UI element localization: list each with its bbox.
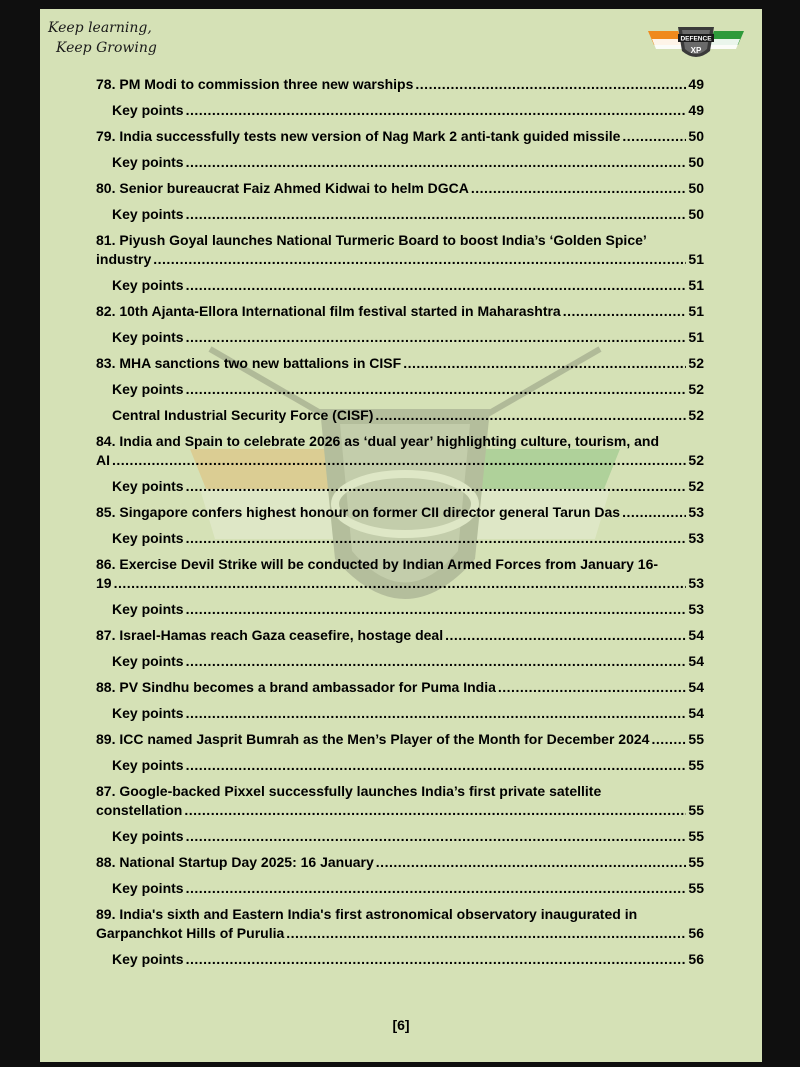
toc-subentry[interactable] <box>96 600 704 619</box>
toc-entry[interactable] <box>96 782 704 820</box>
dot-leader <box>286 924 686 943</box>
toc-page-number: 51 <box>688 329 704 345</box>
dot-leader <box>186 101 687 120</box>
dot-leader <box>622 503 686 522</box>
toc-entry-row <box>112 101 704 120</box>
logo-text: DEFENCE <box>680 35 712 43</box>
toc-page-number: 56 <box>688 925 704 941</box>
toc-page-number: 51 <box>688 251 704 267</box>
toc-entry-title: Key points <box>112 705 184 721</box>
toc-entry-row <box>96 924 704 943</box>
toc-entry-title-line1: 86. Exercise Devil Strike will be conducted by Indian Armed Forces from January 16- <box>96 556 659 572</box>
dot-leader <box>184 801 686 820</box>
toc-subentry[interactable] <box>96 276 704 295</box>
toc-entry-row <box>96 503 704 522</box>
toc-entry[interactable] <box>96 432 704 470</box>
slogan-line-1: Keep learning, <box>48 20 152 36</box>
toc-entry-title: Key points <box>112 828 184 844</box>
toc-entry-title: 87. Israel-Hamas reach Gaza ceasefire, hostage deal <box>96 627 444 643</box>
toc-entry-title: constellation <box>96 802 183 818</box>
dot-leader <box>186 704 687 723</box>
toc-entry-row <box>112 477 704 496</box>
toc-subentry[interactable] <box>96 652 704 671</box>
toc-page-number: 53 <box>688 575 704 591</box>
toc-page-number: 55 <box>688 731 704 747</box>
toc-page-number: 54 <box>688 679 704 695</box>
page-number: [6] <box>392 1017 410 1033</box>
dot-leader <box>563 302 687 321</box>
dot-leader <box>153 250 686 269</box>
toc-entry-title: Key points <box>112 757 184 773</box>
toc-page-number: 55 <box>688 854 704 870</box>
toc-page-number: 53 <box>688 601 704 617</box>
toc-entry[interactable] <box>96 905 704 943</box>
toc-entry-title: Key points <box>112 102 184 118</box>
toc-page-number: 54 <box>688 653 704 669</box>
toc-entry-title: Key points <box>112 601 184 617</box>
toc-page-number: 54 <box>688 627 704 643</box>
toc-subentry[interactable] <box>96 380 704 399</box>
toc-page-number: 53 <box>688 504 704 520</box>
toc-entry-title: Key points <box>112 381 184 397</box>
toc-page-number: 55 <box>688 757 704 773</box>
toc-entry-title: Central Industrial Security Force (CISF) <box>112 407 374 423</box>
toc-entry-row <box>112 600 704 619</box>
toc-entry-title-line1: 84. India and Spain to celebrate 2026 as ‘dual year’ highlighting culture, tourism, and <box>96 433 659 449</box>
toc-entry-row <box>96 801 704 820</box>
toc-page-number: 49 <box>688 102 704 118</box>
toc-entry-title-line1: 81. Piyush Goyal launches National Turmeric Board to boost India’s ‘Golden Spice’ <box>96 232 647 248</box>
table-of-contents <box>96 75 704 976</box>
dot-leader <box>622 127 686 146</box>
toc-entry-row <box>112 827 704 846</box>
toc-entry[interactable] <box>96 127 704 146</box>
dot-leader <box>415 75 686 94</box>
toc-entry-title: Key points <box>112 653 184 669</box>
dot-leader <box>186 529 687 548</box>
toc-entry-row <box>112 276 704 295</box>
toc-subentry[interactable] <box>96 328 704 347</box>
toc-entry-title: Key points <box>112 530 184 546</box>
toc-entry-row <box>96 626 704 645</box>
toc-entry[interactable] <box>96 555 704 593</box>
toc-entry-title: industry <box>96 251 152 267</box>
dot-leader <box>186 153 687 172</box>
toc-subentry[interactable] <box>96 704 704 723</box>
dot-leader <box>114 574 687 593</box>
toc-entry[interactable] <box>96 179 704 198</box>
toc-entry-row <box>96 354 704 373</box>
toc-entry-title: AI <box>96 452 110 468</box>
dot-leader <box>186 328 687 347</box>
toc-subentry[interactable] <box>96 205 704 224</box>
toc-page-number: 54 <box>688 705 704 721</box>
toc-subentry[interactable] <box>96 529 704 548</box>
toc-subentry[interactable] <box>96 950 704 969</box>
toc-subentry[interactable] <box>96 406 704 425</box>
dot-leader <box>445 626 686 645</box>
toc-entry-row <box>96 574 704 593</box>
toc-entry-row <box>112 406 704 425</box>
dot-leader <box>186 652 687 671</box>
toc-page-number: 55 <box>688 880 704 896</box>
toc-subentry[interactable] <box>96 153 704 172</box>
toc-page-number: 51 <box>688 303 704 319</box>
toc-entry[interactable] <box>96 678 704 697</box>
toc-entry-title: 85. Singapore confers highest honour on former CII director general Tarun Das <box>96 504 621 520</box>
toc-entry-row <box>96 451 704 470</box>
toc-page-number: 52 <box>688 355 704 371</box>
toc-page-number: 50 <box>688 128 704 144</box>
slogan <box>48 18 157 58</box>
toc-entry-row <box>96 678 704 697</box>
toc-page-number: 50 <box>688 154 704 170</box>
dot-leader <box>498 678 687 697</box>
dot-leader <box>186 276 687 295</box>
toc-entry-row <box>112 756 704 775</box>
toc-subentry[interactable] <box>96 101 704 120</box>
dot-leader <box>186 477 687 496</box>
dot-leader <box>186 380 687 399</box>
toc-entry-title-line1: 87. Google-backed Pixxel successfully launches India’s first private satellite <box>96 783 602 799</box>
toc-page-number: 51 <box>688 277 704 293</box>
dot-leader <box>403 354 686 373</box>
toc-entry-title: Key points <box>112 329 184 345</box>
toc-entry-row <box>112 950 704 969</box>
toc-entry-title: 88. PV Sindhu becomes a brand ambassador for Puma India <box>96 679 496 695</box>
toc-entry[interactable] <box>96 302 704 321</box>
toc-entry-row <box>112 153 704 172</box>
toc-page-number: 50 <box>688 180 704 196</box>
toc-entry-title: 89. ICC named Jasprit Bumrah as the Men’s Player of the Month for December 2024 <box>96 731 650 747</box>
toc-entry-row <box>96 127 704 146</box>
toc-entry-row <box>96 179 704 198</box>
toc-entry-row <box>112 879 704 898</box>
toc-subentry[interactable] <box>96 827 704 846</box>
toc-page-number: 50 <box>688 206 704 222</box>
toc-entry[interactable] <box>96 354 704 373</box>
toc-page-number: 49 <box>688 76 704 92</box>
toc-entry-title: Key points <box>112 206 184 222</box>
dot-leader <box>186 205 687 224</box>
toc-entry-row <box>112 704 704 723</box>
toc-entry-title: Key points <box>112 154 184 170</box>
toc-entry-title: 82. 10th Ajanta-Ellora International film festival started in Maharashtra <box>96 303 561 319</box>
dot-leader <box>375 406 686 425</box>
toc-entry-title: 78. PM Modi to commission three new warships <box>96 76 414 92</box>
toc-page-number: 53 <box>688 530 704 546</box>
toc-entry-title: Garpanchkot Hills of Purulia <box>96 925 285 941</box>
toc-entry[interactable] <box>96 75 704 94</box>
toc-entry-title: Key points <box>112 951 184 967</box>
toc-entry-title: 80. Senior bureaucrat Faiz Ahmed Kidwai to helm DGCA <box>96 180 469 196</box>
toc-entry[interactable] <box>96 231 704 269</box>
toc-subentry[interactable] <box>96 477 704 496</box>
toc-entry-title: Key points <box>112 277 184 293</box>
toc-entry[interactable] <box>96 503 704 522</box>
toc-entry-row <box>112 205 704 224</box>
document-page <box>40 9 762 1062</box>
toc-entry-title: 83. MHA sanctions two new battalions in CISF <box>96 355 402 371</box>
dot-leader <box>186 600 687 619</box>
toc-entry-row <box>96 853 704 872</box>
toc-entry[interactable] <box>96 853 704 872</box>
toc-entry-row <box>96 302 704 321</box>
toc-page-number: 52 <box>688 407 704 423</box>
toc-entry-title-line1: 89. India's sixth and Eastern India's first astronomical observatory inaugurated in <box>96 906 638 922</box>
toc-page-number: 55 <box>688 802 704 818</box>
dot-leader <box>186 950 687 969</box>
toc-entry-title: 79. India successfully tests new version of Nag Mark 2 anti-tank guided missile <box>96 128 621 144</box>
dot-leader <box>186 756 687 775</box>
toc-page-number: 52 <box>688 478 704 494</box>
toc-page-number: 52 <box>688 452 704 468</box>
toc-entry-row <box>112 529 704 548</box>
svg-text:XP: XP <box>690 46 702 55</box>
slogan-line-2: Keep Growing <box>56 40 157 56</box>
toc-entry-row <box>96 250 704 269</box>
toc-subentry[interactable] <box>96 756 704 775</box>
defence-logo <box>648 17 744 65</box>
toc-entry[interactable] <box>96 626 704 645</box>
toc-entry-title: 19 <box>96 575 112 591</box>
toc-entry-row <box>112 328 704 347</box>
toc-entry-row <box>112 380 704 399</box>
toc-entry-title: Key points <box>112 880 184 896</box>
dot-leader <box>471 179 687 198</box>
toc-entry[interactable] <box>96 730 704 749</box>
dot-leader <box>376 853 687 872</box>
toc-subentry[interactable] <box>96 879 704 898</box>
toc-page-number: 55 <box>688 828 704 844</box>
toc-entry-title: Key points <box>112 478 184 494</box>
dot-leader <box>112 451 686 470</box>
toc-entry-row <box>96 730 704 749</box>
toc-page-number: 56 <box>688 951 704 967</box>
toc-entry-row <box>112 652 704 671</box>
toc-page-number: 52 <box>688 381 704 397</box>
dot-leader <box>651 730 686 749</box>
toc-entry-title: 88. National Startup Day 2025: 16 January <box>96 854 374 870</box>
dot-leader <box>186 827 687 846</box>
dot-leader <box>186 879 687 898</box>
toc-entry-row <box>96 75 704 94</box>
